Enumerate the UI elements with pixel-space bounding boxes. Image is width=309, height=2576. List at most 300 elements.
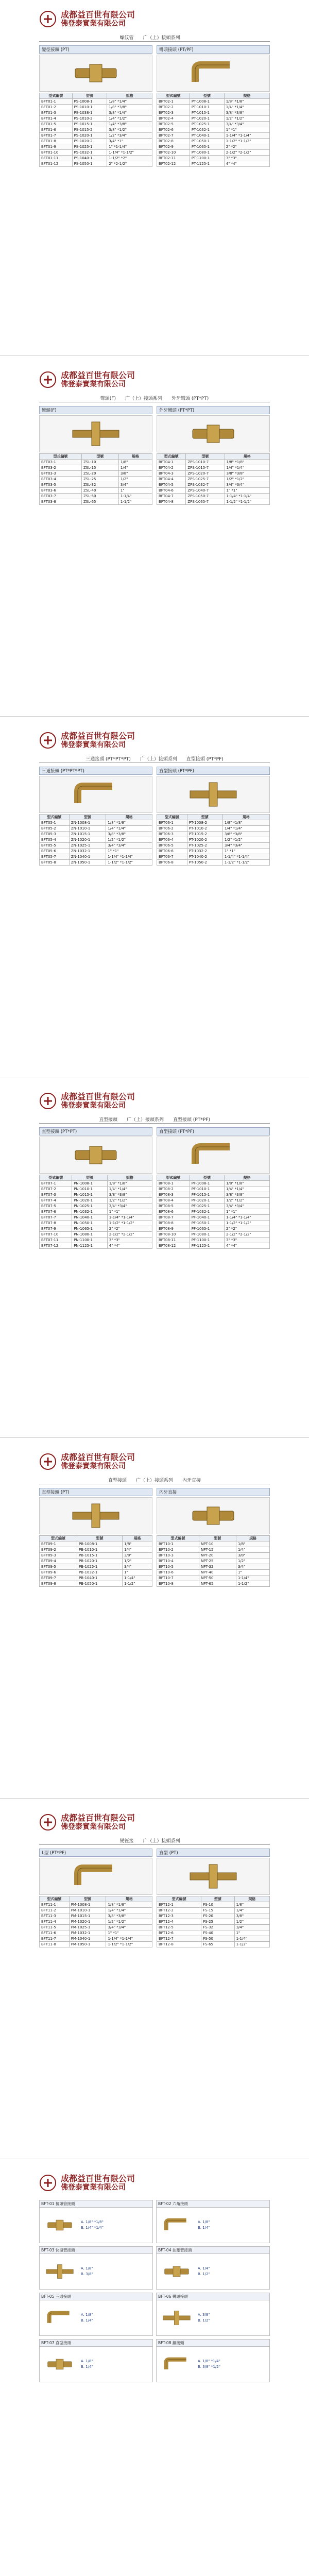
spec-row (157, 1925, 270, 1930)
spec-cell: PN-1065-1 (72, 1226, 108, 1232)
spec-cell: PS-1025-1 (72, 144, 107, 150)
spec-cell: BFT12-1 (157, 1902, 201, 1908)
spec-cell: 1/4" (234, 1908, 269, 1913)
spec-row (157, 465, 270, 471)
spec-cell: BFT08-11 (157, 1238, 190, 1243)
spec-row (40, 116, 152, 122)
spec-cell: 1-1/4" (118, 494, 152, 499)
spec-cell: BFT01-12 (40, 161, 73, 167)
spec-cell: 3/8" (118, 471, 152, 477)
spec-cell: ZPS-1040-7 (186, 488, 225, 494)
spec-column-header: 規格 (234, 1896, 269, 1902)
spec-row (157, 860, 270, 866)
spec-cell: PN-1032-1 (72, 1209, 108, 1215)
spec-cell: BFT07-4 (40, 1198, 72, 1204)
spec-cell: BFT04-4 (157, 477, 186, 482)
spec-table (157, 814, 270, 866)
spec-cell: BFT03-4 (40, 477, 82, 482)
spec-cell: 1/4" *1/4" (222, 826, 269, 832)
spec-cell: 1-1/2" *1-1/2" (225, 1221, 270, 1226)
spec-cell: ZPS-1032-7 (186, 482, 225, 488)
spec-cell: BFT05-1 (40, 820, 70, 826)
product-size-item: B. 1/2" (198, 2272, 210, 2276)
spec-cell: BFT07-9 (40, 1226, 72, 1232)
spec-row (40, 1575, 152, 1581)
spec-cell: BFT12-6 (157, 1930, 201, 1936)
spec-cell: BFT01-6 (40, 127, 73, 133)
category-title: 三通接頭 (PT*PT*PT) (39, 767, 152, 775)
spec-cell: BFT04-5 (157, 482, 186, 488)
spec-cell: PM-1040-1 (69, 1936, 106, 1942)
spec-cell: 1-1/2" *1-1/2" (106, 1942, 152, 1947)
spec-cell: 1-1/2" (234, 1942, 269, 1947)
spec-column (157, 767, 270, 866)
spec-column-header: 規格 (224, 93, 269, 99)
spec-cell: BFT07-6 (40, 1209, 72, 1215)
spec-cell: NPT-65 (199, 1581, 236, 1587)
spec-column-header: 型式編號 (157, 1175, 190, 1181)
spec-column-header: 型式編號 (40, 1536, 77, 1541)
spec-cell: BFT02-4 (157, 116, 190, 122)
spec-row (157, 144, 270, 150)
section-header (39, 33, 270, 42)
spec-cell: 1/8" *1/8" (106, 1902, 152, 1908)
spec-row (40, 494, 152, 499)
spec-cell: BFT01-10 (40, 150, 73, 156)
spec-table (39, 93, 152, 167)
spec-cell: NPT-25 (199, 1558, 236, 1564)
spec-cell: BFT01-4 (40, 116, 73, 122)
spec-column-header: 規格 (107, 1175, 152, 1181)
spec-cell: 3" *3" (107, 1238, 152, 1243)
spec-cell: PN-1015-1 (72, 1192, 108, 1198)
spec-cell: ZSL-10 (82, 460, 119, 465)
spec-cell: PB-1025-1 (77, 1564, 122, 1570)
spec-table (39, 814, 152, 866)
product-tile-title: BFT-03 快速管接頭 (40, 2247, 152, 2254)
spec-row (157, 1553, 270, 1558)
spec-cell: 1" *1" (225, 1209, 270, 1215)
spec-row (40, 860, 152, 866)
spec-row (157, 1541, 270, 1547)
spec-cell: BFT01-3 (40, 110, 73, 116)
product-gallery (39, 2200, 270, 2382)
spec-cell: ZPS-1015-7 (186, 465, 225, 471)
spec-row (40, 826, 152, 832)
spec-cell: NPT-40 (199, 1570, 236, 1575)
spec-row (40, 837, 152, 843)
product-tile (39, 2200, 153, 2243)
spec-cell: 1/8" (123, 1541, 152, 1547)
spec-row (40, 156, 152, 161)
product-size-item: A. 1/8" (198, 2220, 210, 2224)
spec-column (157, 45, 270, 167)
spec-cell: BFT02-7 (157, 133, 190, 139)
product-size-item: B. 1/2" (198, 2318, 210, 2323)
spec-cell: PB-1010-1 (77, 1547, 122, 1553)
spec-cell: PN-1008-1 (72, 1181, 108, 1187)
spec-cell: BFT11-8 (40, 1942, 70, 1947)
section-header-mid: 广（上）接頭系列 (140, 756, 177, 762)
spec-row (40, 99, 152, 105)
spec-cell: BFT02-1 (157, 99, 190, 105)
fitting-image (65, 1860, 127, 1892)
company-brand (39, 1092, 135, 1110)
spec-row (40, 127, 152, 133)
spec-column-header: 型式編號 (40, 93, 73, 99)
company-logo-icon (39, 2174, 57, 2192)
spec-row (40, 488, 152, 494)
spec-cell: PM-1010-1 (69, 1908, 106, 1913)
product-photo (39, 1858, 152, 1895)
product-size-item: A. 1/4" (198, 2266, 210, 2270)
spec-column (157, 406, 270, 505)
spec-cell: BFT08-5 (157, 1204, 190, 1209)
company-brand (39, 1453, 135, 1470)
spec-cell: BFT05-7 (40, 854, 70, 860)
spec-cell: 1/2" (236, 1558, 269, 1564)
spec-cell: 3/8" *1/2" (107, 127, 152, 133)
spec-cell: 1/2" *1/2" (222, 837, 269, 843)
product-tile-title: BFT-08 銅接頭 (157, 2340, 269, 2347)
spec-cell: BFT06-7 (157, 854, 187, 860)
spec-row (40, 1908, 152, 1913)
spec-cell: NPT-50 (199, 1575, 236, 1581)
fitting-image (182, 1139, 244, 1171)
spec-cell: 2" *2" (224, 144, 269, 150)
spec-cell: BFT03-1 (40, 460, 82, 465)
spec-cell: BFT07-11 (40, 1238, 72, 1243)
spec-cell: BFT09-4 (40, 1558, 77, 1564)
spec-cell: 1-1/4" (234, 1936, 269, 1942)
category-title: L型 (PT*PF) (39, 1849, 152, 1857)
spec-cell: ZSL-32 (82, 482, 119, 488)
fitting-image (182, 1860, 244, 1892)
spec-cell: 4" *4" (107, 1243, 152, 1249)
spec-cell: ZN-1032-1 (69, 849, 106, 854)
spec-cell: 1-1/2" (123, 1581, 152, 1587)
category-title: 外牙彎頭 (PT*PT) (157, 406, 270, 414)
company-logo-icon (39, 1814, 57, 1831)
spec-column-header: 型號 (199, 1536, 236, 1541)
spec-cell: 2-1/2" *2-1/2" (107, 1232, 152, 1238)
product-photo (157, 1137, 270, 1174)
spec-cell: FS-15 (201, 1908, 234, 1913)
spec-cell: PS-1010-1 (72, 105, 107, 110)
spec-cell: BFT06-4 (157, 837, 187, 843)
spec-cell: 1/2" (118, 477, 152, 482)
page-divider (0, 1798, 309, 1799)
page-divider (0, 1437, 309, 1438)
spec-cell: 1" (118, 488, 152, 494)
spec-row (40, 1564, 152, 1570)
spec-row (40, 854, 152, 860)
spec-cell: PT-1025-1 (190, 122, 224, 127)
spec-cell: 1/4" *1/4" (225, 465, 270, 471)
fitting-image (159, 2303, 195, 2332)
company-name-secondary: 佛登泰實業有限公司 (61, 1823, 126, 1832)
spec-row (40, 1942, 152, 1947)
spec-cell: BFT08-10 (157, 1232, 190, 1238)
product-size-item: A. 3/8" (198, 2313, 210, 2317)
product-photo (39, 55, 152, 92)
spec-cell: BFT02-5 (157, 122, 190, 127)
spec-row (157, 110, 270, 116)
spec-row (157, 1187, 270, 1192)
spec-row (40, 133, 152, 139)
spec-cell: BFT12-7 (157, 1936, 201, 1942)
section-header-mid: 广（上）接頭系列 (135, 1478, 173, 1483)
spec-row (40, 1570, 152, 1575)
spec-cell: PT-1020-1 (190, 116, 224, 122)
company-brand (39, 10, 135, 28)
category-title: 變徑接頭 (PT) (39, 45, 152, 54)
spec-column-header: 型號 (77, 1536, 122, 1541)
category-title: 彎頭(F) (39, 406, 152, 414)
spec-cell: 1/8" *1/8" (224, 99, 269, 105)
spec-cell: 3/8" (234, 1913, 269, 1919)
spec-cell: ZN-1020-1 (69, 837, 106, 843)
spec-column (157, 1849, 270, 1947)
spec-cell: ZSL-50 (82, 494, 119, 499)
spec-cell: BFT02-10 (157, 150, 190, 156)
section-header-mid: 广（上）接頭系列 (143, 35, 180, 41)
fitting-image (65, 57, 127, 89)
spec-cell: 3/4" *3/4" (106, 1925, 152, 1930)
company-name-secondary: 佛登泰實業有限公司 (61, 1462, 126, 1471)
spec-cell: 1/4" (236, 1547, 269, 1553)
category-title: 直型接頭 (PT) (39, 1488, 152, 1496)
section-header (39, 394, 270, 402)
spec-cell: BFT11-4 (40, 1919, 70, 1925)
spec-cell: PN-1050-1 (72, 1221, 108, 1226)
spec-cell: ZPS-1020-7 (186, 471, 225, 477)
spec-cell: BFT06-8 (157, 860, 187, 866)
company-name-secondary: 佛登泰實業有限公司 (61, 20, 126, 28)
spec-column-header: 規格 (106, 815, 152, 820)
spec-row (40, 1181, 152, 1187)
spec-cell: 1/2" *1/2" (106, 1919, 152, 1925)
section-header-left: 直型接頭 (108, 1478, 127, 1483)
company-name-secondary: 佛登泰實業有限公司 (61, 1101, 126, 1110)
spec-row (40, 1198, 152, 1204)
product-size-item: A. 1/8" (81, 2359, 93, 2363)
spec-column (39, 1849, 152, 1947)
spec-row (157, 150, 270, 156)
spec-row (157, 849, 270, 854)
product-photo (157, 776, 270, 813)
product-tile (39, 2339, 153, 2382)
spec-row (157, 139, 270, 144)
spec-cell: BFT07-8 (40, 1221, 72, 1226)
spec-cell: 1/4" *1/4" (107, 1187, 152, 1192)
spec-cell: 3/8" (236, 1553, 269, 1558)
spec-cell: BFT11-6 (40, 1930, 70, 1936)
spec-cell: PF-1010-1 (190, 1187, 224, 1192)
spec-cell: BFT11-1 (40, 1902, 70, 1908)
spec-cell: 2" *2" (107, 1226, 152, 1232)
company-logo-icon (39, 1453, 57, 1470)
spec-cell: BFT09-2 (40, 1547, 77, 1553)
spec-cell: FS-10 (201, 1902, 234, 1908)
spec-cell: 4" *4" (224, 161, 269, 167)
spec-cell: PM-1025-1 (69, 1925, 106, 1930)
spec-cell: BFT05-6 (40, 849, 70, 854)
spec-cell: 1-1/2" *1-1/2" (107, 1221, 152, 1226)
spec-table (157, 1175, 270, 1249)
spec-cell: 3/4" *3/4" (222, 843, 269, 849)
spec-column (39, 45, 152, 167)
spec-cell: 3/8" *3/8" (106, 832, 152, 837)
spec-row (157, 460, 270, 465)
spec-cell: 3/8" *3/8" (225, 471, 270, 477)
spec-column-header: 規格 (107, 93, 152, 99)
section-header-left: 彎頭(F) (100, 396, 116, 401)
spec-cell: 3/8" *3/8" (225, 1192, 270, 1198)
spec-row (40, 832, 152, 837)
spec-column-header: 型號 (69, 815, 106, 820)
spec-cell: PS-1015-2 (72, 127, 107, 133)
spec-row (157, 477, 270, 482)
spec-cell: BFT10-4 (157, 1558, 199, 1564)
spec-row (40, 122, 152, 127)
product-size-item: B. 1/4" (198, 2226, 210, 2230)
spec-column-header: 型式編號 (40, 1896, 70, 1902)
product-photo (157, 1858, 270, 1895)
company-name-secondary: 佛登泰實業有限公司 (61, 2183, 126, 2192)
product-tile (156, 2200, 270, 2243)
category-title: 直型接頭 (PT*PF) (157, 1127, 270, 1136)
spec-row (157, 1547, 270, 1553)
spec-cell: 1" *1" (106, 1930, 152, 1936)
product-tile-title: BFT-05 三通接頭 (40, 2293, 152, 2300)
spec-cell: 1/2" *1/2" (224, 116, 269, 122)
spec-cell: 1" *1" (225, 488, 270, 494)
spec-cell: ZSL-40 (82, 488, 119, 494)
spec-cell: PN-1080-1 (72, 1232, 108, 1238)
spec-cell: 3/8" *3/8" (222, 832, 269, 837)
spec-cell: BFT04-3 (157, 471, 186, 477)
spec-cell: 1-1/2" *2" (107, 156, 152, 161)
spec-cell: BFT05-8 (40, 860, 70, 866)
spec-cell: PF-1065-1 (190, 1226, 224, 1232)
product-size-item: B. 3/8" *1/2" (198, 2365, 220, 2369)
spec-row (157, 837, 270, 843)
spec-row (40, 465, 152, 471)
spec-cell: ZN-1040-1 (69, 854, 106, 860)
spec-cell: 1-1/4" (236, 1575, 269, 1581)
spec-cell: ZSL-20 (82, 471, 119, 477)
spec-cell: BFT02-2 (157, 105, 190, 110)
spec-cell: 3/4" *3/4" (224, 122, 269, 127)
spec-cell: 3/4" *3/4" (225, 1204, 270, 1209)
spec-row (157, 1204, 270, 1209)
product-size-list (81, 2219, 104, 2231)
spec-cell: BFT11-2 (40, 1908, 70, 1913)
fitting-image (182, 1500, 244, 1532)
spec-cell: BFT05-4 (40, 837, 70, 843)
product-tile (39, 2246, 153, 2290)
spec-cell: BFT07-1 (40, 1181, 72, 1187)
spec-row (157, 494, 270, 499)
spec-row (157, 116, 270, 122)
spec-cell: PB-1015-1 (77, 1553, 122, 1558)
spec-row (157, 133, 270, 139)
spec-cell: 1-1/4" *1-1/4" (106, 1936, 152, 1942)
spec-cell: 3/4" (236, 1564, 269, 1570)
spec-row (40, 110, 152, 116)
spec-column-header: 型式編號 (157, 815, 187, 820)
spec-column-header: 規格 (236, 1536, 269, 1541)
spec-cell: FS-40 (201, 1930, 234, 1936)
fitting-image (42, 2350, 78, 2379)
product-photo (39, 1497, 152, 1534)
spec-row (40, 460, 152, 465)
spec-cell: BFT01-9 (40, 144, 73, 150)
spec-row (40, 1930, 152, 1936)
product-photo (157, 415, 270, 452)
spec-cell: PT-1008-2 (187, 820, 222, 826)
spec-cell: PM-1032-1 (69, 1930, 106, 1936)
spec-row (40, 843, 152, 849)
company-logo-icon (39, 1092, 57, 1110)
fitting-image (65, 418, 127, 450)
spec-cell: 1" (236, 1570, 269, 1575)
spec-cell: 3/8" *1/4" (107, 110, 152, 116)
spec-row (157, 99, 270, 105)
fitting-image (65, 1139, 127, 1171)
product-size-item: A. 1/8" *1/4" (198, 2359, 220, 2363)
spec-column-header: 型號 (190, 93, 224, 99)
section-header-right: 直型接頭 (PT*PF) (173, 1117, 210, 1123)
spec-cell: BFT06-3 (157, 832, 187, 837)
company-name-primary: 成都益百世有限公司 (61, 731, 135, 741)
spec-cell: 1" *1" (107, 1209, 152, 1215)
spec-row (157, 499, 270, 505)
spec-cell: BFT02-8 (157, 139, 190, 144)
spec-cell: 1-1/4" *1-1/2" (107, 150, 152, 156)
spec-cell: PT-1040-2 (187, 854, 222, 860)
spec-cell: PT-1050-2 (187, 860, 222, 866)
spec-row (157, 482, 270, 488)
spec-cell: 1/8" (234, 1902, 269, 1908)
spec-cell: 1/4" *1/4" (106, 1908, 152, 1913)
spec-cell: ZSL-15 (82, 465, 119, 471)
spec-cell: PS-1015-1 (72, 122, 107, 127)
spec-row (40, 1226, 152, 1232)
spec-row (40, 1238, 152, 1243)
spec-cell: BFT07-2 (40, 1187, 72, 1192)
spec-cell: BFT10-1 (157, 1541, 199, 1547)
product-size-item: B. 1/4" *1/4" (81, 2226, 104, 2230)
spec-cell: BFT09-7 (40, 1575, 77, 1581)
company-name-primary: 成都益百世有限公司 (61, 1813, 135, 1823)
spec-cell: 1-1/2" (118, 499, 152, 505)
spec-row (157, 1919, 270, 1925)
spec-cell: ZSL-65 (82, 499, 119, 505)
spec-cell: BFT11-3 (40, 1913, 70, 1919)
spec-cell: ZSL-25 (82, 477, 119, 482)
spec-cell: PT-1010-2 (187, 826, 222, 832)
spec-cell: ZN-1025-1 (69, 843, 106, 849)
spec-cell: PT-1032-1 (190, 127, 224, 133)
company-name-primary: 成都益百世有限公司 (61, 10, 135, 20)
spec-cell: 1/8" *1/8" (225, 1181, 270, 1187)
spec-cell: PB-1008-1 (77, 1541, 122, 1547)
spec-cell: 1" *1" (224, 127, 269, 133)
spec-cell: BFT01-5 (40, 122, 73, 127)
spec-row (157, 156, 270, 161)
